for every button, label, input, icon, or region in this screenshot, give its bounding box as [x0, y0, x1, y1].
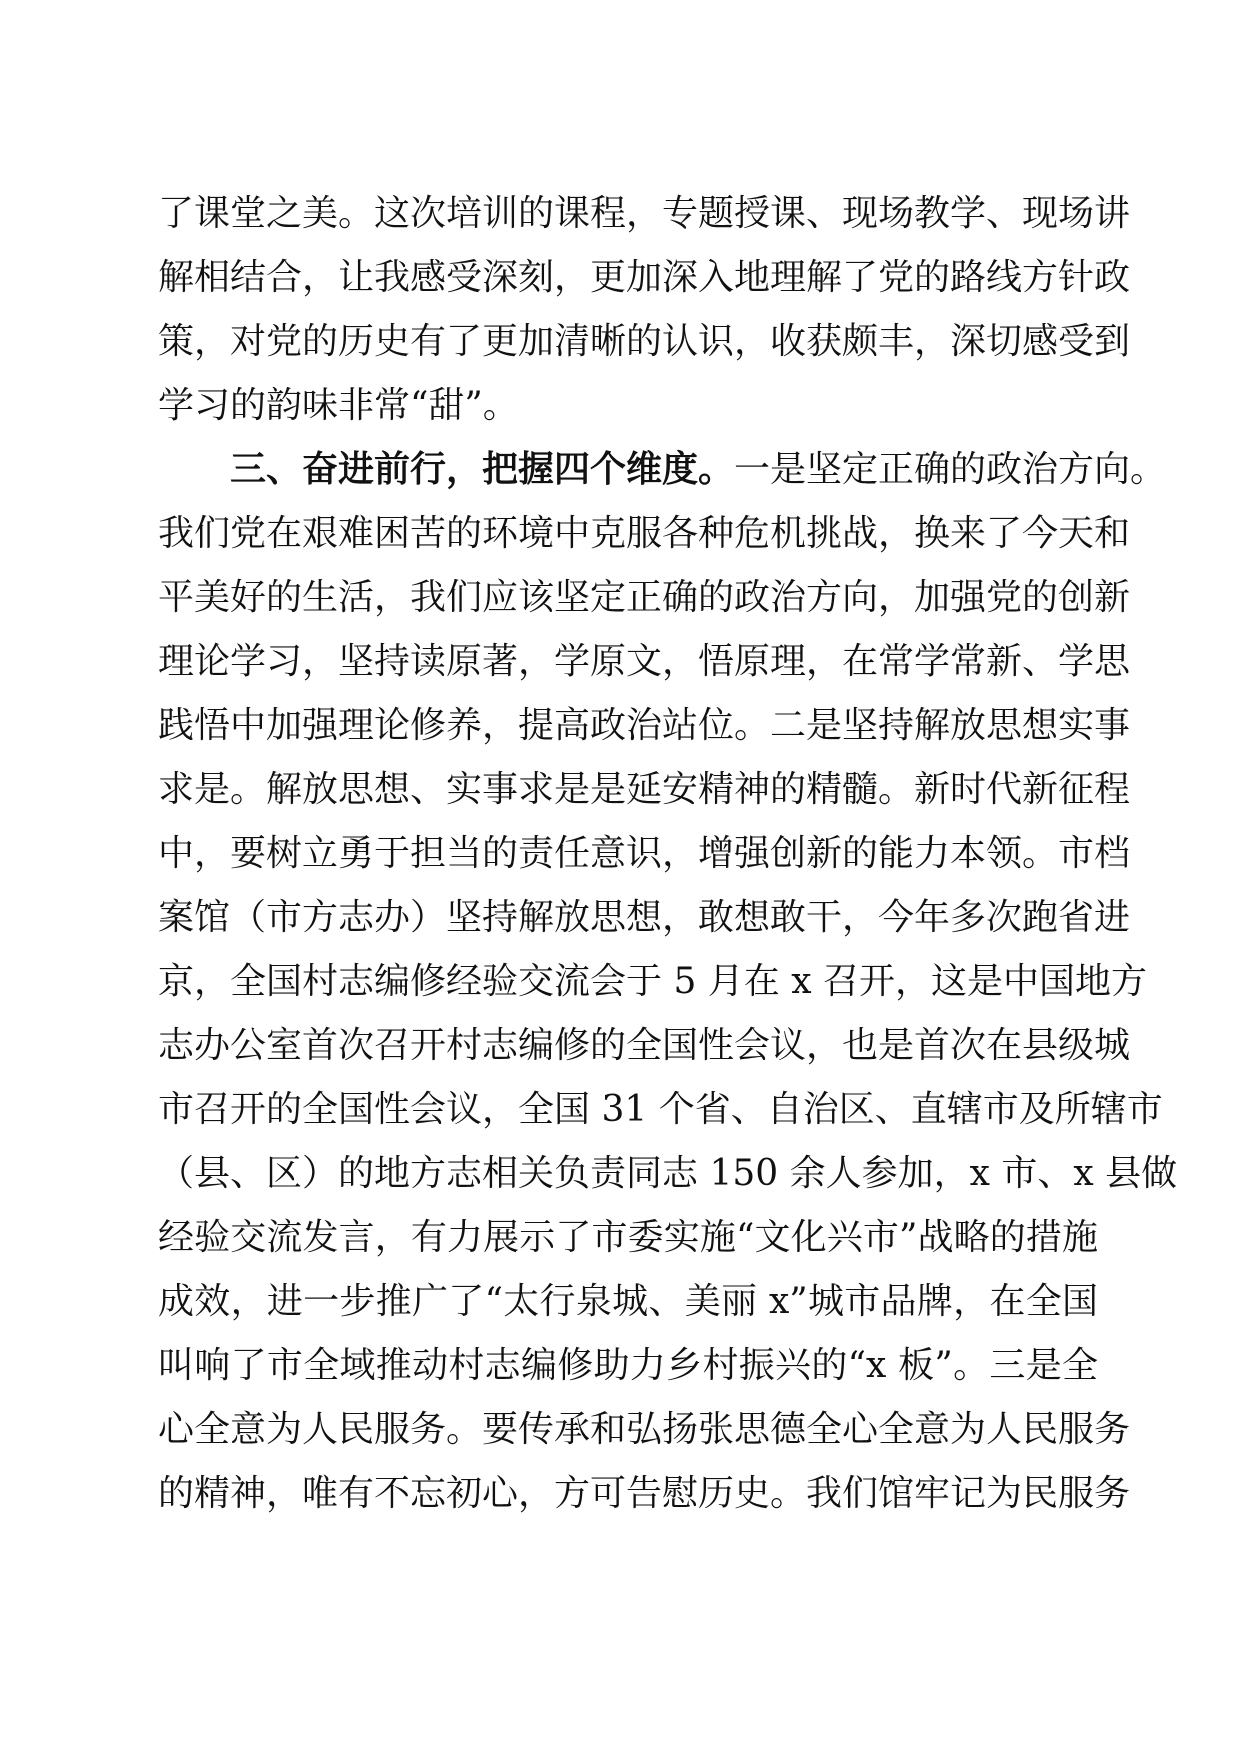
- section-heading-rest: 一是坚定正确的政治方向。: [734, 449, 1167, 490]
- body-text: [158, 182, 1178, 1526]
- paragraph-line: 我们党在艰难困苦的环境中克服各种危机挑战，换来了今天和: [158, 513, 1131, 554]
- paragraph-line: 了课堂之美。这次培训的课程，专题授课、现场教学、现场讲: [158, 193, 1131, 234]
- paragraph-line: 成效，进一步推广了“太行泉城、美丽 x”城市品牌，在全国: [158, 1281, 1098, 1322]
- paragraph-line: 中，要树立勇于担当的责任意识，增强创新的能力本领。市档: [158, 833, 1131, 874]
- paragraph-line: 市召开的全国性会议，全国 31 个省、自治区、直辖市及所辖市: [158, 1089, 1163, 1130]
- paragraph-line: 心全意为人民服务。要传承和弘扬张思德全心全意为人民服务: [158, 1409, 1131, 1450]
- paragraph-line: 的精神，唯有不忘初心，方可告慰历史。我们馆牢记为民服务: [158, 1473, 1131, 1514]
- paragraph-line: 理论学习，坚持读原著，学原文，悟原理，在常学常新、学思: [158, 641, 1131, 682]
- paragraph-line: （县、区）的地方志相关负责同志 150 余人参加，x 市、x 县做: [158, 1153, 1178, 1194]
- paragraph-line: 求是。解放思想、实事求是是延安精神的精髓。新时代新征程: [158, 769, 1131, 810]
- paragraph-line: 平美好的生活，我们应该坚定正确的政治方向，加强党的创新: [158, 577, 1131, 618]
- paragraph-line: 叫响了市全域推动村志编修助力乡村振兴的“x 板”。三是全: [158, 1345, 1098, 1386]
- paragraph-line: 策，对党的历史有了更加清晰的认识，收获颇丰，深切感受到: [158, 321, 1131, 362]
- paragraph-line: 经验交流发言，有力展示了市委实施“文化兴市”战略的措施: [158, 1217, 1098, 1258]
- paragraph-line: 志办公室首次召开村志编修的全国性会议，也是首次在县级城: [158, 1025, 1131, 1066]
- paragraph-line: 学习的韵味非常“甜”。: [158, 385, 519, 426]
- paragraph-line: 案馆（市方志办）坚持解放思想，敢想敢干，今年多次跑省进: [158, 897, 1131, 938]
- paragraph-line: 践悟中加强理论修养，提高政治站位。二是坚持解放思想实事: [158, 705, 1131, 746]
- section-heading-line: [158, 438, 1167, 502]
- paragraph-line: 京，全国村志编修经验交流会于 5 月在 x 召开，这是中国地方: [158, 961, 1147, 1002]
- paragraph-line: 解相结合，让我感受深刻，更加深入地理解了党的路线方针政: [158, 257, 1131, 298]
- section-heading: 三、奋进前行，把握四个维度。: [230, 449, 735, 490]
